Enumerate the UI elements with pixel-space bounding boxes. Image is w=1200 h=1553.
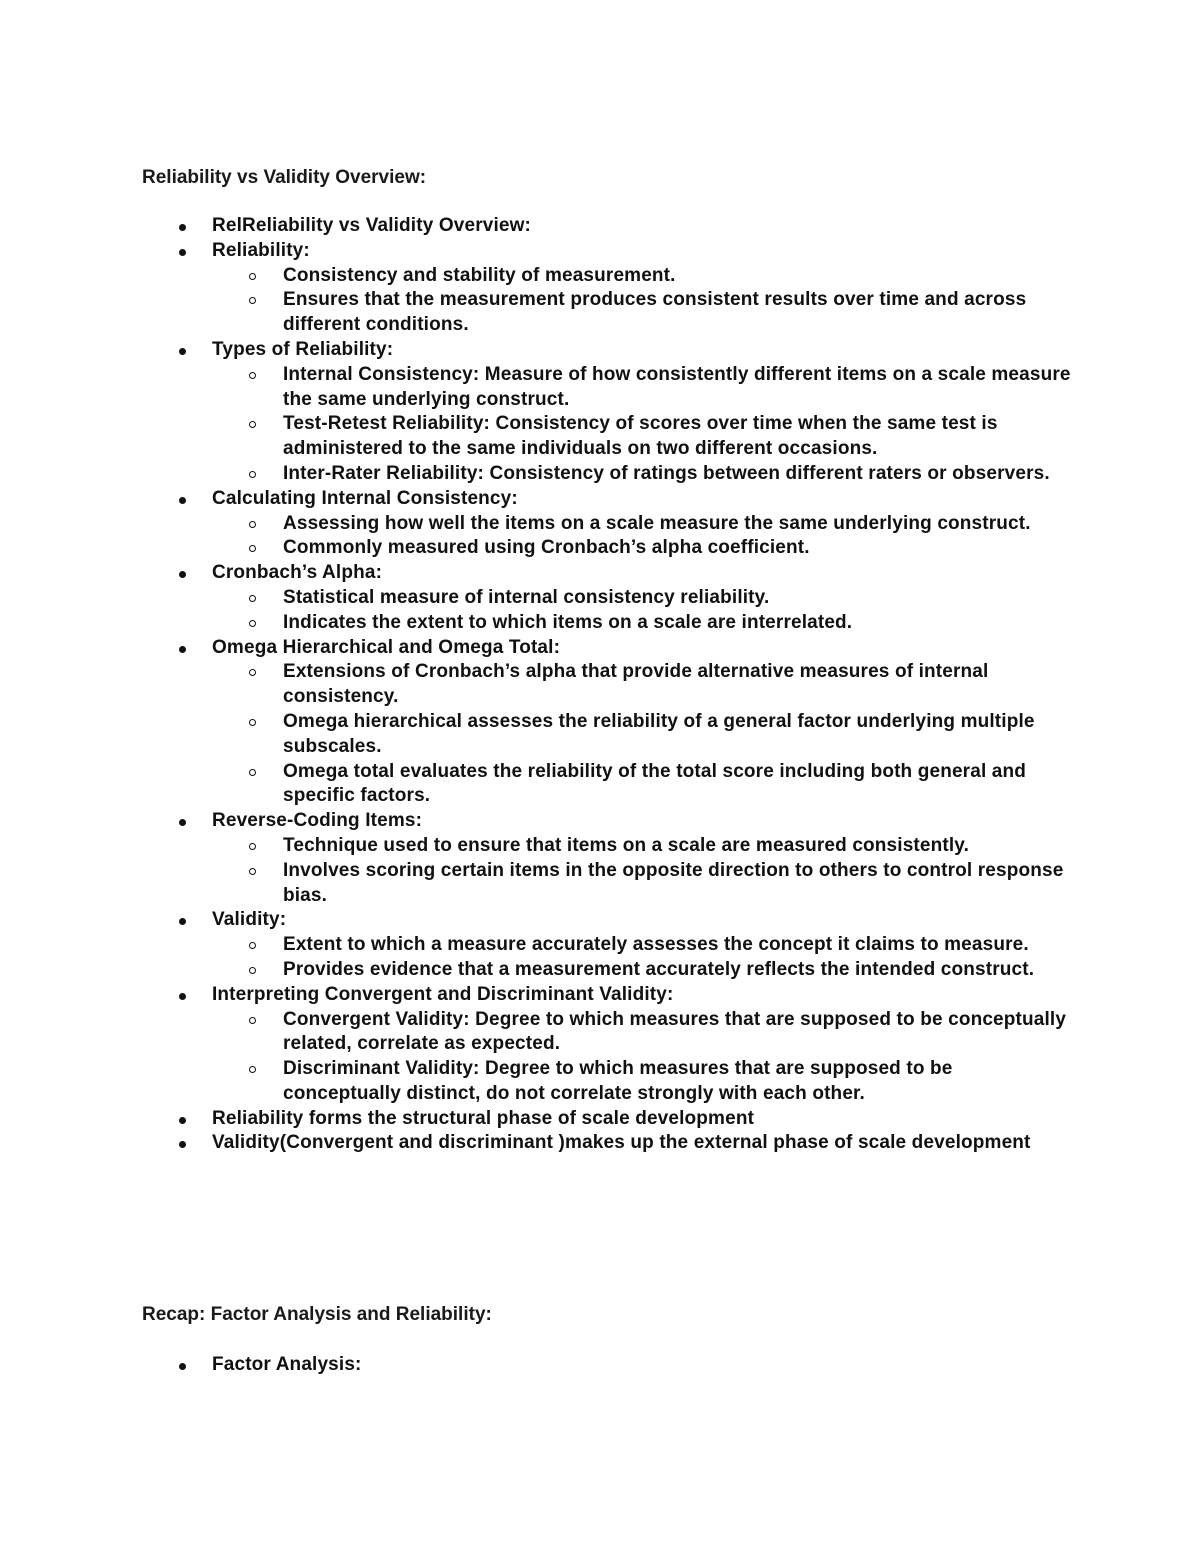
list-item bbox=[212, 809, 1072, 908]
sub-list-item bbox=[283, 363, 1072, 413]
section-heading-reliability-validity: Reliability vs Validity Overview: bbox=[142, 167, 427, 188]
sub-list-item-text: Discriminant Validity: Degree to which measures that are supposed to be conceptually distinct, do not correlate strongly with each other. bbox=[283, 1058, 953, 1104]
bullet-icon bbox=[179, 1141, 186, 1148]
sub-list bbox=[212, 512, 1072, 562]
list-item-text: Calculating Internal Consistency: bbox=[212, 487, 518, 509]
bullet-icon bbox=[179, 1117, 186, 1124]
sub-list bbox=[212, 1008, 1072, 1107]
circle-bullet-icon bbox=[249, 942, 256, 949]
sub-list-item bbox=[283, 859, 1072, 909]
circle-bullet-icon bbox=[249, 471, 256, 478]
bullet-icon bbox=[179, 571, 186, 578]
sub-list-item-text: Test-Retest Reliability: Consistency of scores over time when the same test is administered to the same individuals on two different occasions. bbox=[283, 413, 998, 460]
circle-bullet-icon bbox=[249, 769, 256, 776]
list-item bbox=[212, 338, 1072, 487]
list-item bbox=[212, 561, 1072, 635]
sub-list-item-text: Omega hierarchical assesses the reliability of a general factor underlying multiple subscales. bbox=[283, 710, 1035, 757]
sub-list-item-text: Assessing how well the items on a scale measure the same underlying construct. bbox=[283, 512, 1031, 534]
circle-bullet-icon bbox=[249, 1066, 256, 1073]
bullet-icon bbox=[179, 1363, 186, 1370]
sub-list-item-text: Internal Consistency: Measure of how consistently different items on a scale measure the same underlying construct. bbox=[283, 363, 1071, 410]
circle-bullet-icon bbox=[249, 521, 256, 528]
list-item-text: Types of Reliability: bbox=[212, 338, 394, 360]
list-item bbox=[212, 214, 1072, 239]
sub-list bbox=[212, 586, 1072, 636]
list-item-text: Reliability forms the structural phase of scale development bbox=[212, 1107, 755, 1129]
sub-list-item bbox=[283, 412, 1072, 462]
bullet-icon bbox=[179, 249, 186, 256]
sub-list-item-text: Inter-Rater Reliability: Consistency of ratings between different raters or observers. bbox=[283, 462, 1050, 484]
outline-list-main bbox=[212, 214, 1072, 1156]
sub-list-item-text: Statistical measure of internal consistency reliability. bbox=[283, 586, 770, 608]
bullet-icon bbox=[179, 993, 186, 1000]
sub-list bbox=[212, 264, 1072, 338]
sub-list-item-text: Extensions of Cronbach’s alpha that provide alternative measures of internal consistency. bbox=[283, 661, 989, 708]
sub-list bbox=[212, 363, 1072, 487]
sub-list-item bbox=[283, 933, 1072, 958]
list-item bbox=[212, 1131, 1072, 1156]
bullet-icon bbox=[179, 497, 186, 504]
circle-bullet-icon bbox=[249, 843, 256, 850]
list-item-text: Reliability: bbox=[212, 239, 310, 261]
sub-list-item bbox=[283, 611, 1072, 636]
list-item-text: Reverse-Coding Items: bbox=[212, 810, 423, 832]
sub-list-item-text: Ensures that the measurement produces consistent results over time and across different conditions. bbox=[283, 289, 1027, 336]
sub-list-item bbox=[283, 462, 1072, 487]
sub-list-item bbox=[283, 834, 1072, 859]
list-item bbox=[212, 487, 1072, 561]
sub-list-item bbox=[283, 264, 1072, 289]
bullet-icon bbox=[179, 348, 186, 355]
list-item bbox=[212, 983, 1072, 1107]
list-item bbox=[212, 636, 1072, 810]
section-heading-recap: Recap: Factor Analysis and Reliability: bbox=[142, 1304, 492, 1325]
bullet-icon bbox=[179, 224, 186, 231]
bullet-icon bbox=[179, 646, 186, 653]
list-item-text: Factor Analysis: bbox=[212, 1354, 362, 1375]
circle-bullet-icon bbox=[249, 967, 256, 974]
list-item-text: Validity(Convergent and discriminant )makes up the external phase of scale development bbox=[212, 1132, 1031, 1154]
list-item bbox=[212, 239, 1072, 338]
sub-list-item-text: Omega total evaluates the reliability of the total score including both general and specific factors. bbox=[283, 760, 1027, 807]
sub-list-item-text: Indicates the extent to which items on a scale are interrelated. bbox=[283, 611, 853, 633]
sub-list-item bbox=[283, 958, 1072, 983]
sub-list bbox=[212, 660, 1072, 809]
sub-list-item-text: Technique used to ensure that items on a scale are measured consistently. bbox=[283, 834, 970, 856]
list-item-text: Interpreting Convergent and Discriminant Validity: bbox=[212, 983, 674, 1005]
sub-list-item-text: Involves scoring certain items in the opposite direction to others to control response bias. bbox=[283, 859, 1064, 906]
list-item bbox=[212, 908, 1072, 982]
sub-list-item bbox=[283, 512, 1072, 537]
bullet-icon bbox=[179, 819, 186, 826]
sub-list-item bbox=[283, 1057, 1072, 1107]
circle-bullet-icon bbox=[249, 719, 256, 726]
list-item-text: RelReliability vs Validity Overview: bbox=[212, 215, 532, 236]
sub-list-item-text: Extent to which a measure accurately assesses the concept it claims to measure. bbox=[283, 934, 1029, 956]
circle-bullet-icon bbox=[249, 545, 256, 552]
sub-list-item-text: Consistency and stability of measurement. bbox=[283, 264, 676, 286]
list-item bbox=[212, 1107, 1072, 1132]
sub-list-item-text: Commonly measured using Cronbach’s alpha coefficient. bbox=[283, 537, 810, 559]
sub-list-item bbox=[283, 660, 1072, 710]
circle-bullet-icon bbox=[249, 620, 256, 627]
sub-list-item-text: Provides evidence that a measurement accurately reflects the intended construct. bbox=[283, 958, 1035, 980]
bullet-icon bbox=[179, 918, 186, 925]
circle-bullet-icon bbox=[249, 595, 256, 602]
list-item bbox=[212, 1353, 1072, 1378]
outline-list-recap bbox=[212, 1353, 1072, 1378]
list-item-text: Omega Hierarchical and Omega Total: bbox=[212, 636, 561, 658]
circle-bullet-icon bbox=[249, 421, 256, 428]
sub-list-item bbox=[283, 536, 1072, 561]
list-item-text: Cronbach’s Alpha: bbox=[212, 562, 383, 584]
sub-list bbox=[212, 933, 1072, 983]
sub-list-item-text: Convergent Validity: Degree to which measures that are supposed to be conceptually related, correlate as expected. bbox=[283, 1008, 1067, 1055]
circle-bullet-icon bbox=[249, 868, 256, 875]
circle-bullet-icon bbox=[249, 273, 256, 280]
circle-bullet-icon bbox=[249, 372, 256, 379]
sub-list-item bbox=[283, 586, 1072, 611]
sub-list-item bbox=[283, 288, 1072, 338]
circle-bullet-icon bbox=[249, 1017, 256, 1024]
circle-bullet-icon bbox=[249, 669, 256, 676]
list-item-text: Validity: bbox=[212, 909, 287, 931]
sub-list bbox=[212, 834, 1072, 908]
sub-list-item bbox=[283, 710, 1072, 760]
sub-list-item bbox=[283, 1008, 1072, 1058]
circle-bullet-icon bbox=[249, 297, 256, 304]
sub-list-item bbox=[283, 760, 1072, 810]
